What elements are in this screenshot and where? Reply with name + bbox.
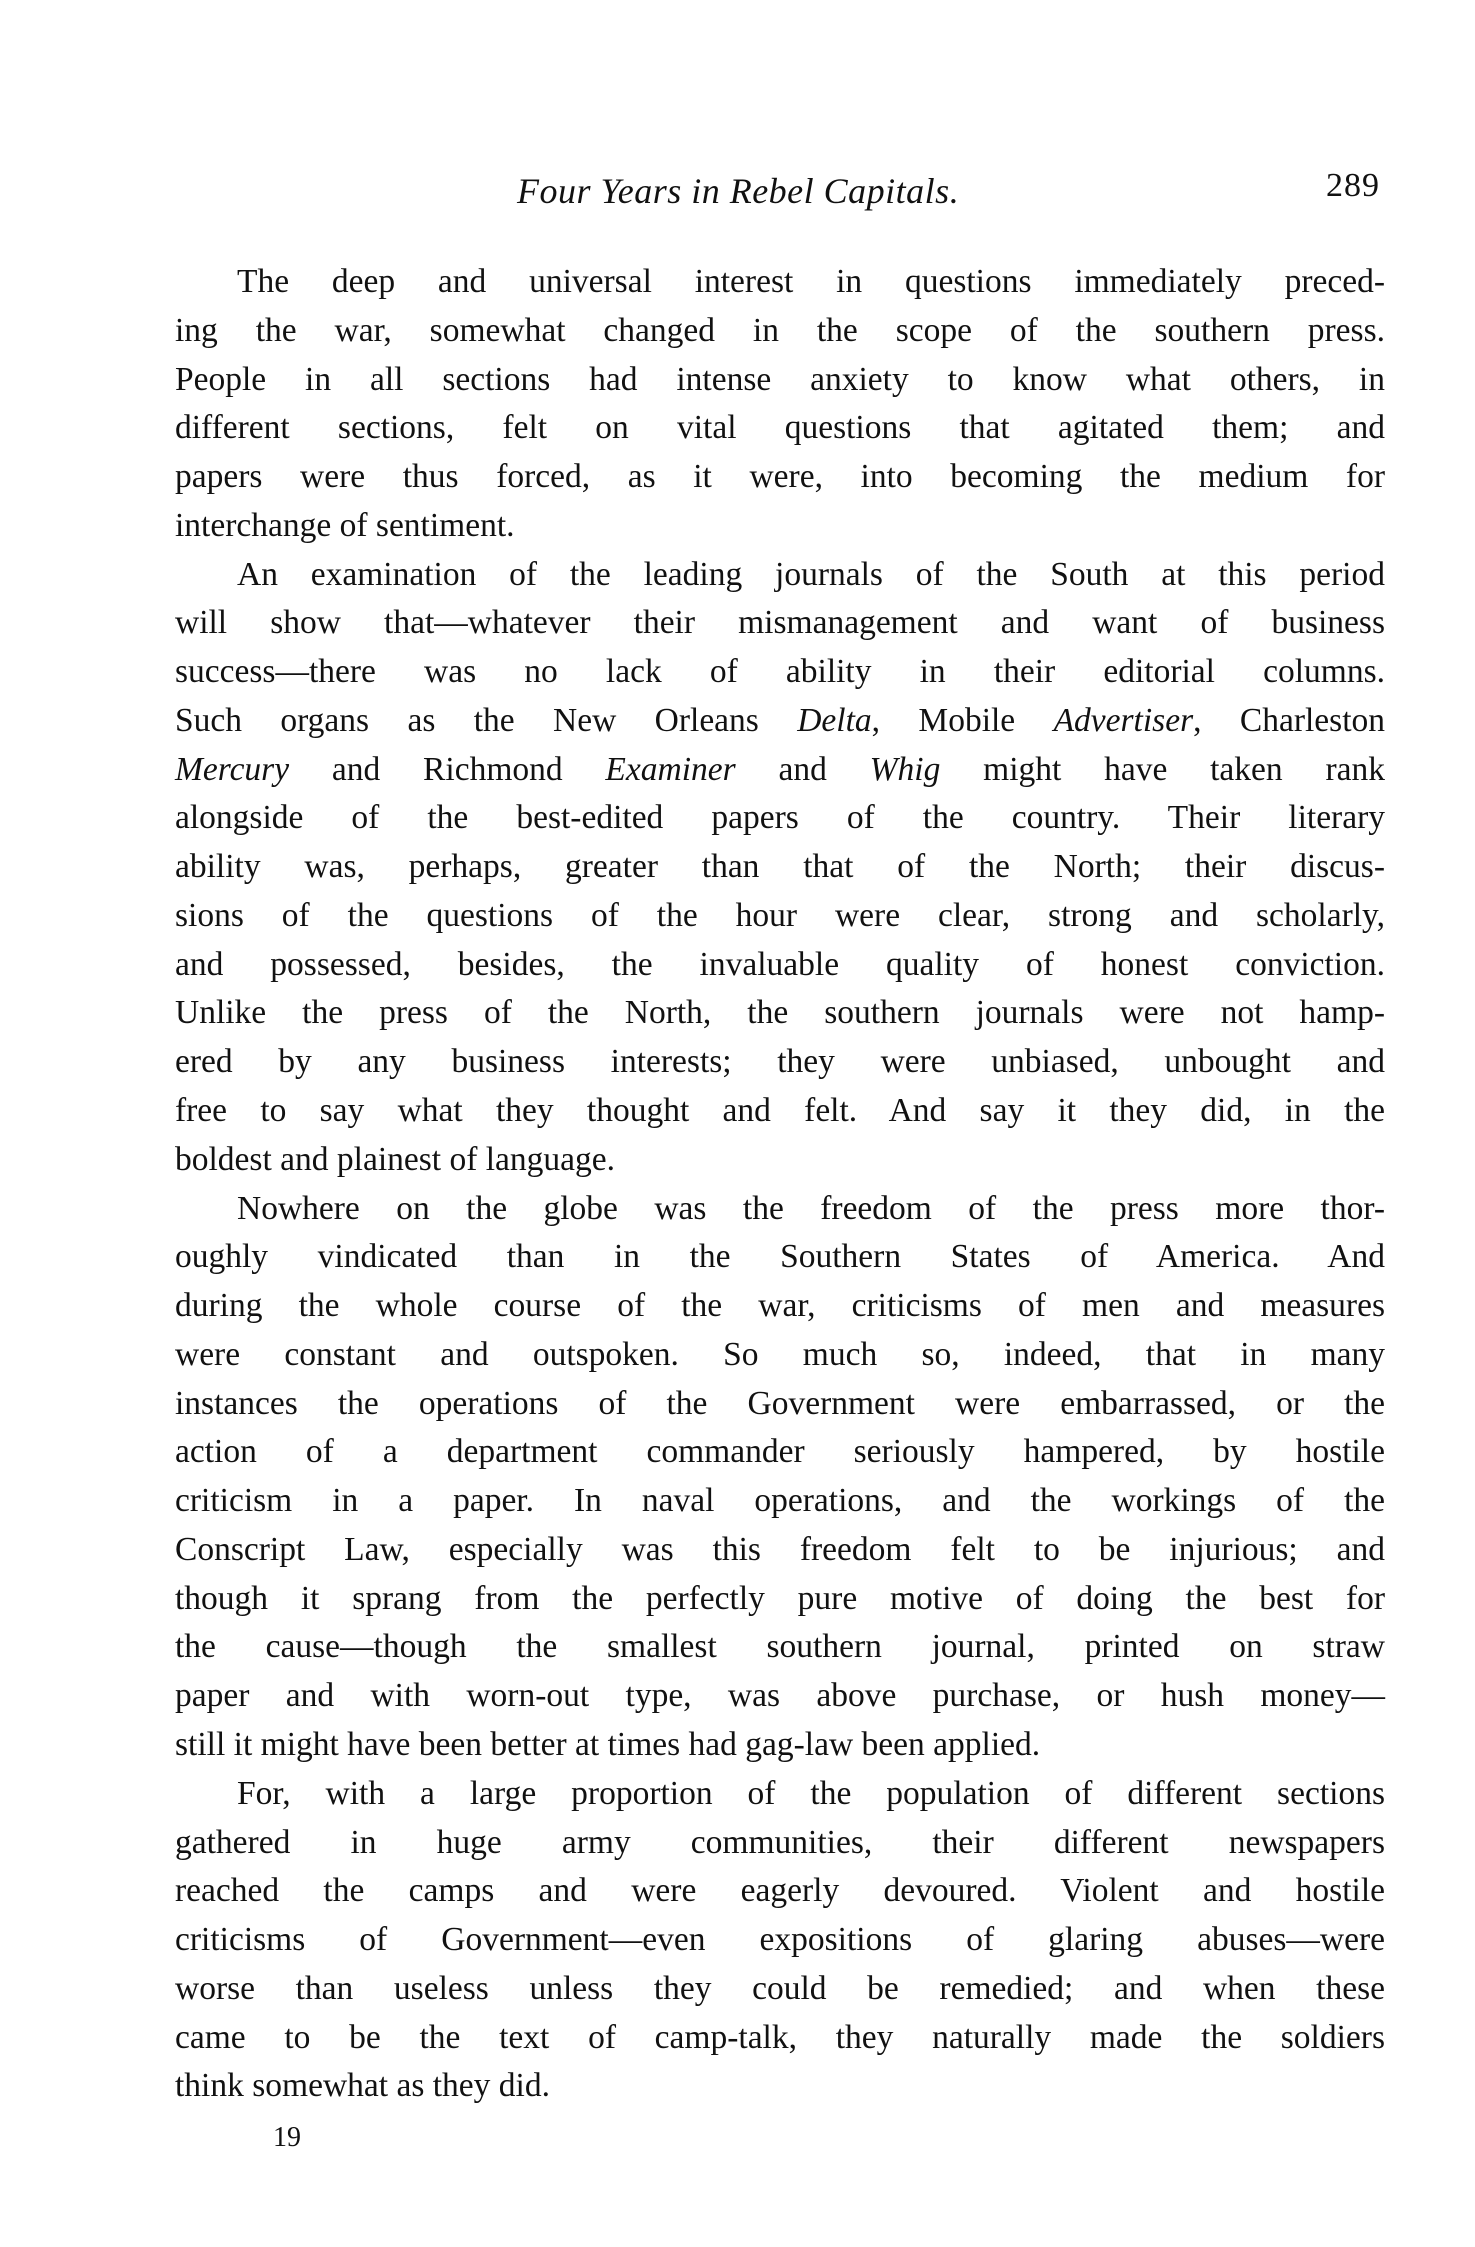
text-line: oughly vindicated than in the Southern States of America. And [175,1238,1385,1276]
text-line: criticism in a paper. In naval operations, and the workings of the [175,1482,1385,1520]
text-line: different sections, felt on vital questions that agitated them; and [175,409,1385,447]
text-line: Nowhere on the globe was the freedom of the press more thor- [237,1189,1385,1227]
text-line: The deep and universal interest in questions immediately preced- [237,263,1385,300]
paragraph [175,258,1385,551]
text-line: alongside of the best-edited papers of the country. Their literary [175,799,1385,837]
text-line: For, with a large proportion of the population of different sections [237,1774,1385,1812]
text-line: papers were thus forced, as it were, into becoming the medium for [175,458,1385,496]
paragraph [175,1185,1385,1770]
text-line: ered by any business interests; they were unbiased, unbought and [175,1043,1385,1081]
text-line: still it might have been better at times had gag-law been applied. [175,1725,1041,1763]
newspaper-title: Delta [797,701,872,739]
text-line: criticisms of Government—even expositions of glaring abuses—were [175,1921,1385,1959]
text-line: paper and with worn-out type, was above purchase, or hush money— [175,1677,1385,1715]
text-line: success—there was no lack of ability in their editorial columns. [175,653,1385,691]
text-line: though it sprang from the perfectly pure motive of doing the best for [175,1579,1385,1617]
text-line: reached the camps and were eagerly devoured. Violent and hostile [175,1872,1385,1910]
running-title: Four Years in Rebel Capitals. [517,171,960,211]
text-line: Unlike the press of the North, the southern journals were not hamp- [175,994,1385,1032]
text-line: came to be the text of camp-talk, they naturally made the soldiers [175,2018,1385,2056]
text-line: action of a department commander seriously hampered, by hostile [175,1433,1385,1471]
text-line: think somewhat as they did. [175,2067,550,2105]
newspaper-title: Examiner [605,750,736,788]
newspaper-title: Advertiser [1053,701,1194,739]
text-line: the cause—though the smallest southern journal, printed on straw [175,1628,1385,1666]
text-line: interchange of sentiment. [175,506,515,544]
text-line: Such organs as the New Orleans Delta, Mobile Advertiser, Charleston [175,701,1385,739]
text-line: Mercury and Richmond Examiner and Whig might have taken rank [175,750,1385,788]
signature-mark: 19 [273,2122,301,2153]
text-line: Conscript Law, especially was this freedom felt to be injurious; and [175,1530,1385,1568]
text-line: free to say what they thought and felt. And say it they did, in the [175,1092,1385,1130]
text-line: instances the operations of the Government were embarrassed, or the [175,1384,1385,1422]
text-line: ing the war, somewhat changed in the scope of the southern press. [175,311,1385,349]
text-line: were constant and outspoken. So much so, indeed, that in many [175,1335,1385,1373]
newspaper-title: Mercury [175,750,290,788]
text-line: will show that—whatever their mismanagement and want of business [175,604,1385,642]
text-line: during the whole course of the war, criticisms of men and measures [175,1287,1385,1325]
page-number: 289 [1326,167,1380,204]
text-line: An examination of the leading journals of the South at this period [237,555,1385,593]
text-line: People in all sections had intense anxiety to know what others, in [175,360,1385,398]
text-line: sions of the questions of the hour were clear, strong and scholarly, [175,896,1385,934]
body-text [175,258,1385,2111]
text-line: worse than useless unless they could be remedied; and when these [175,1969,1385,2007]
paragraph [175,551,1385,1185]
paragraph [175,1770,1385,2111]
text-line: boldest and plainest of language. [175,1140,616,1178]
newspaper-title: Whig [869,750,941,788]
text-line: gathered in huge army communities, their different newspapers [175,1823,1385,1861]
text-line: and possessed, besides, the invaluable quality of honest conviction. [175,945,1385,983]
text-line: ability was, perhaps, greater than that of the North; their discus- [175,848,1385,886]
